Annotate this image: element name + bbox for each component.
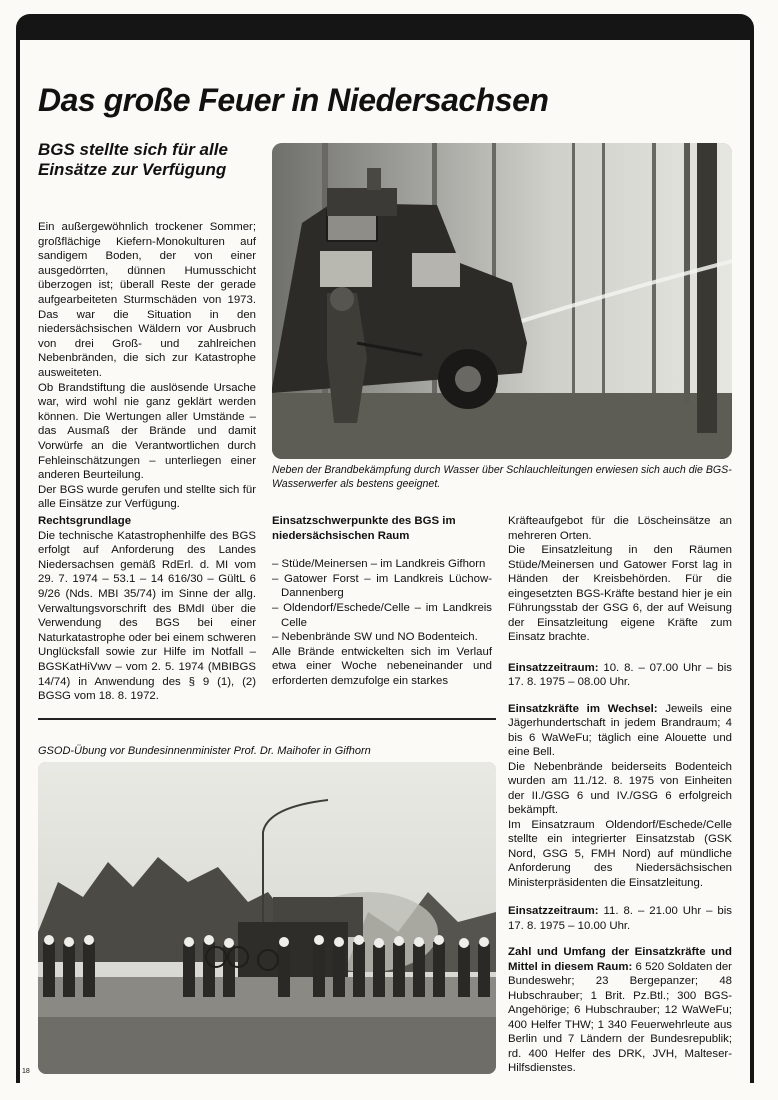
zahl-umfang-label: Zahl und Umfang der Einsatzkräfte und Mittel in diesem Raum:	[508, 946, 732, 973]
list-item: – Gatower Forst – im Landkreis Lüchow-Dannenberg	[272, 572, 492, 600]
einsatzschwerpunkte-heading: Einsatzschwerpunkte des BGS im niedersächsischen Raum	[272, 515, 456, 542]
photo2-caption: GSOD-Übung vor Bundesinnenminister Prof. Dr. Maihofer in Gifhorn	[38, 745, 371, 757]
page-number: 18	[22, 1068, 30, 1075]
rechtsgrundlage-heading: Rechtsgrundlage	[38, 515, 132, 527]
einsatzzeitraum-1-text: 10. 8. – 07.00 Uhr – bis 17. 8. 1975 – 08.00 Uhr.	[508, 661, 732, 688]
einsatzzeitraum-1	[508, 661, 732, 690]
photo1-caption: Neben der Brandbekämpfung durch Wasser über Schlauchleitungen erwiesen sich auch die BGS-Wasserwerfer als bestens geeignet.	[272, 464, 732, 490]
intro-paragraph-3: Der BGS wurde gerufen und stellte sich für alle Einsätze zur Verfügung.	[38, 483, 256, 511]
list-item: – Nebenbrände SW und NO Bodenteich.	[272, 631, 478, 644]
right-paragraph-4: Im Einsatzraum Oldendorf/Eschede/Celle stellte ein integrierter Einsatzstab (GSK Nord, GSG 5, FMH Nord) auf mündliche Anforderung des Niedersächsischen Ministerpräsidenten die Einsatzleitung.	[508, 818, 732, 889]
intro-paragraph-1: Ein außergewöhnlich trockener Sommer; großflächige Kiefern-Monokulturen auf sandigem Boden, der von einer ausgedörrten, dünnen Humusschicht überzogen ist; überall Reste der gerade aufgearbeiteten Sturmschäden von 1973. Das war die Situation in den niedersächsischen Wäldern vor Ausbruch von drei Groß- und zahlreichen Nebenbränden, die sich zur Katastrophe ausweiteten.	[38, 221, 256, 379]
einsatzschwerpunkte-list	[272, 557, 492, 645]
einsatzkraefte-text: Jeweils eine Jägerhundertschaft in jedem Brandraum; 4 bis 6 WaWeFu; täglich eine Alouette und eine Bell.	[508, 702, 733, 758]
rechtsgrundlage-text: Die technische Katastrophenhilfe des BGS erfolgt auf Anforderung des Landes Niedersachsen gemäß RdErl. d. MI vom 29. 7. 1974 – 53.1 – 14 616/30 – GültL 6 9/26 (Nds. MBI 35/74) im Sinne der allg. Verwaltungsvorschrift des BMdI über die Verwendung des BGS bei einer Naturkatastrophe oder bei einem schweren Unglücksfall sowie zur Hilfe im Notfall – BGSKatHiVwv – vom 2. 5. 1974 (MBIBGS 14/74) in Anwendung des § 9 (1), (2) BGSG vom 18. 8. 1972.	[38, 529, 256, 703]
right-column	[508, 514, 732, 1076]
einsatzzeitraum-2-text: 11. 8. – 21.00 Uhr – bis 17. 8. 1975 – 10.00 Uhr.	[508, 905, 732, 932]
list-item: – Stüde/Meinersen – im Landkreis Gifhorn	[272, 558, 486, 571]
intro-paragraph-2: Ob Brandstiftung die auslösende Ursache war, wird wohl nie ganz geklärt werden können. Die Wertungen aller Umstände – das Ausmaß der Brände und damit Vorwürfe an die Verantwortlichen durch Fehleinschätzungen – unterliegen einer anderen Beurteilung.	[38, 381, 256, 482]
einsatzkraefte-label: Einsatzkräfte im Wechsel:	[508, 702, 658, 715]
top-frame-bar	[16, 14, 754, 40]
section-divider	[38, 718, 496, 720]
einsatzschwerpunkte-text: Alle Brände entwickelten sich im Verlauf etwa einer Woche nebeneinander und erforderten demzufolge ein starkes	[272, 645, 492, 687]
right-paragraph-1: Kräfteaufgebot für die Löscheinsätze an mehreren Orten.	[508, 515, 732, 542]
right-paragraph-2: Die Einsatzleitung in den Räumen Stüde/Meinersen und Gatower Forst lag in Händen der Kreisbehörden. Für die eingesetzten BGS-Kräfte bestand hier je ein Führungsstab der GSG 6, der auf Weisung der Einsatzleitung eigene Kräfte zum Einsatz brachte.	[508, 544, 732, 643]
einsatzzeitraum-1-label: Einsatzzeitraum:	[508, 661, 599, 674]
page-headline: Das große Feuer in Niedersachsen	[38, 82, 549, 118]
einsatzschwerpunkte-column	[272, 514, 492, 695]
fire-truck-photo	[272, 143, 732, 459]
gsod-exercise-illustration	[38, 762, 496, 1074]
rechtsgrundlage-column	[38, 514, 256, 710]
fire-truck-illustration	[272, 143, 732, 459]
zahl-umfang	[508, 945, 732, 1076]
gsod-exercise-photo	[38, 762, 496, 1074]
intro-column	[38, 220, 256, 512]
right-paragraph-3: Die Nebenbrände beiderseits Bodenteich wurden am 11./12. 8. 1975 von Einheiten der II./GSG 6 und IV./GSG 6 erfolgreich bekämpft.	[508, 760, 732, 816]
subheadline: BGS stellte sich für alle Einsätze zur Verfügung	[38, 140, 228, 179]
list-item: – Oldendorf/Eschede/Celle – im Landkreis Celle	[272, 601, 492, 629]
left-frame-line	[16, 28, 20, 1083]
einsatzzeitraum-2-label: Einsatzzeitraum:	[508, 905, 599, 917]
zahl-umfang-text: 6 520 Soldaten der Bundeswehr; 23 Bergepanzer; 48 Hubschrauber; 1 Brit. Pz.Btl.; 300 BGS-Angehörige; 6 Hubschrauber; 12 WaWeFu; 400 Helfer THW; 1 340 Feuerwehrleute aus Berlin und 7 Ländern der Bundesrepublik; rd. 400 Helfer des DRK, JVH, Malteser-Hilfsdienstes.	[508, 960, 732, 1074]
einsatzkraefte	[508, 702, 732, 760]
einsatzzeitraum-2	[508, 904, 732, 933]
right-frame-line	[750, 28, 754, 1083]
